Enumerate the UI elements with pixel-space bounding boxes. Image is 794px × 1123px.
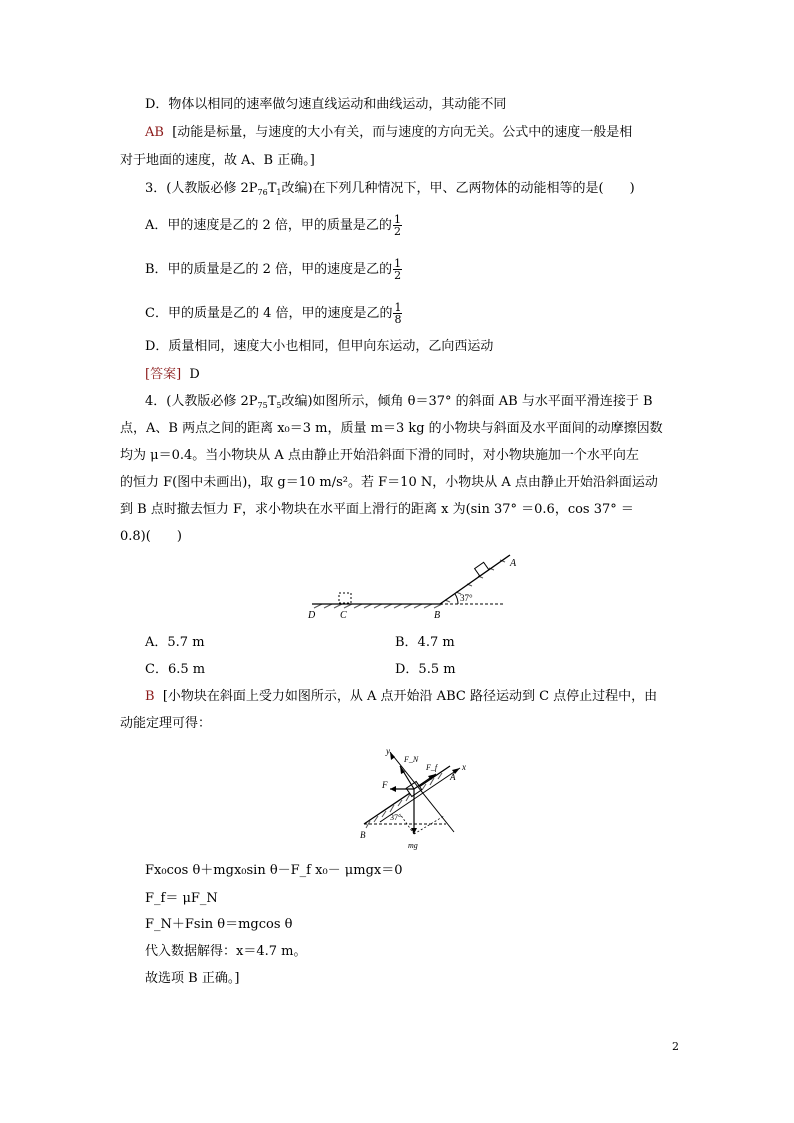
q3-sub2: 1 <box>276 188 282 197</box>
q4-stem-4: 的恒力 F(图中未画出)，取 g＝10 m/s²。若 F＝10 N，小物块从 A 点由静止开始沿斜面运动 <box>120 475 658 490</box>
q3-option-b-text: B．甲的质量是乙的 2 倍，甲的速度是乙的 <box>145 262 393 277</box>
result-line-1: 代入数据解得：x＝4.7 m。 <box>145 944 307 959</box>
label-x: x <box>462 762 466 772</box>
label-c: C <box>340 610 347 621</box>
label-b: B <box>434 610 441 621</box>
q4-stem-c: 改编)如图所示，倾角 θ＝37° 的斜面 AB 与水平面平滑连接于 B <box>281 394 653 409</box>
gravity-head <box>411 828 417 834</box>
q4-option-b: B．4.7 m <box>395 635 455 650</box>
fraction <box>393 214 402 237</box>
q3-option-c <box>145 302 402 325</box>
prev-option-d: D．物体以相同的速率做匀速直线运动和曲线运动，其动能不同 <box>145 97 507 112</box>
answer-tag-ab: AB <box>145 125 164 140</box>
q3-option-b <box>145 258 402 281</box>
q3-answer <box>145 366 200 384</box>
equation-2: F_f＝ μF_N <box>145 891 218 906</box>
block-on-incline <box>475 562 489 576</box>
block-at-c <box>339 593 351 603</box>
angle-arc <box>455 594 458 604</box>
q3-option-c-text: C．甲的质量是乙的 4 倍，甲的速度是乙的 <box>145 306 393 321</box>
explanation-ab-2: 对于地面的速度，故 A、B 正确。] <box>120 153 315 168</box>
label-a: A <box>450 772 456 782</box>
label-a: A <box>510 558 517 569</box>
fraction <box>393 258 402 281</box>
explanation-b-1: [小物块在斜面上受力如图所示，从 A 点开始沿 ABC 路径运动到 C 点停止过程中，由 <box>162 689 658 704</box>
explanation-b-2: 动能定理可得： <box>120 716 212 731</box>
q3-stem <box>145 180 635 202</box>
q3-stem-b: T <box>267 181 277 196</box>
label-d: D <box>308 610 316 621</box>
applied-force-head <box>390 786 396 792</box>
force-diagram <box>350 742 480 854</box>
answer-tag-b: B <box>145 689 155 704</box>
q4-stem-2: 点，A、B 两点之间的距离 x₀＝3 m，质量 m＝3 kg 的小物块与斜面及水平面间的动摩擦因数 <box>120 421 663 436</box>
q3-option-a <box>145 214 402 237</box>
q4-stem-1 <box>145 393 653 415</box>
q4-option-d: D．5.5 m <box>395 662 456 677</box>
q4-option-c: C．6.5 m <box>145 662 206 677</box>
equation-1: Fx₀cos θ＋mgx₀sin θ－F_f x₀－ μmgx＝0 <box>145 863 403 878</box>
gravity-component-dashed <box>414 816 444 834</box>
q3-option-d: D．质量相同，速度大小也相同，但甲向东运动，乙向西运动 <box>145 339 494 354</box>
label-mg: mg <box>408 841 418 850</box>
q3-sub1: 76 <box>257 188 268 197</box>
incline-line <box>440 555 510 604</box>
angle-label: 37° <box>390 813 402 822</box>
label-y: y <box>386 746 390 756</box>
q3-option-a-text: A．甲的速度是乙的 2 倍，甲的质量是乙的 <box>145 218 392 233</box>
explanation-ab-1: [动能是标量，与速度的大小有关，而与速度的方向无关。公式中的速度一般是相 <box>172 125 633 140</box>
q4-stem-3: 均为 μ＝0.4。当小物块从 A 点由静止开始沿斜面下滑的同时，对小物块施加一个水平向左 <box>120 448 639 463</box>
q4-sub2: 5 <box>276 401 282 410</box>
fraction-den: 2 <box>394 269 402 282</box>
equation-3: F_N＋Fsin θ＝mgcos θ <box>145 917 293 932</box>
answer-b-line <box>145 688 657 706</box>
q3-stem-c: 改编)在下列几种情况下，甲、乙两物体的动能相等的是( ) <box>281 181 635 196</box>
answer-value: D <box>189 367 200 382</box>
y-axis-arrow <box>390 752 395 760</box>
q4-stem-6: 0.8)( ) <box>120 529 182 544</box>
answer-tag: [答案] <box>145 367 182 382</box>
answer-ab-line <box>145 124 632 142</box>
q4-stem-a: 4．(人教版必修 2P <box>145 394 258 409</box>
q4-stem-b: T <box>267 394 277 409</box>
fraction-den: 8 <box>394 313 402 326</box>
label-ff: F_f <box>426 763 438 772</box>
q4-stem-5: 到 B 点时撤去恒力 F，求小物块在水平面上滑行的距离 x 为(sin 37° ＝0.6，cos 37° ＝ <box>120 502 634 517</box>
label-f: F <box>382 780 388 790</box>
result-line-2: 故选项 B 正确。] <box>145 971 240 986</box>
fraction-num: 1 <box>394 257 402 270</box>
page-number: 2 <box>672 1040 679 1053</box>
fraction-num: 1 <box>394 301 402 314</box>
incline-line <box>364 766 450 824</box>
label-b: B <box>360 830 366 840</box>
fraction-den: 2 <box>393 225 401 238</box>
angle-label: 37° <box>460 593 473 603</box>
label-fn: F_N <box>404 755 419 764</box>
fraction <box>393 302 402 325</box>
q3-stem-a: 3．(人教版必修 2P <box>145 181 258 196</box>
q4-option-a: A．5.7 m <box>145 635 205 650</box>
incline-diagram <box>300 552 530 627</box>
q4-sub1: 75 <box>257 401 268 410</box>
fraction-num: 1 <box>393 213 401 226</box>
